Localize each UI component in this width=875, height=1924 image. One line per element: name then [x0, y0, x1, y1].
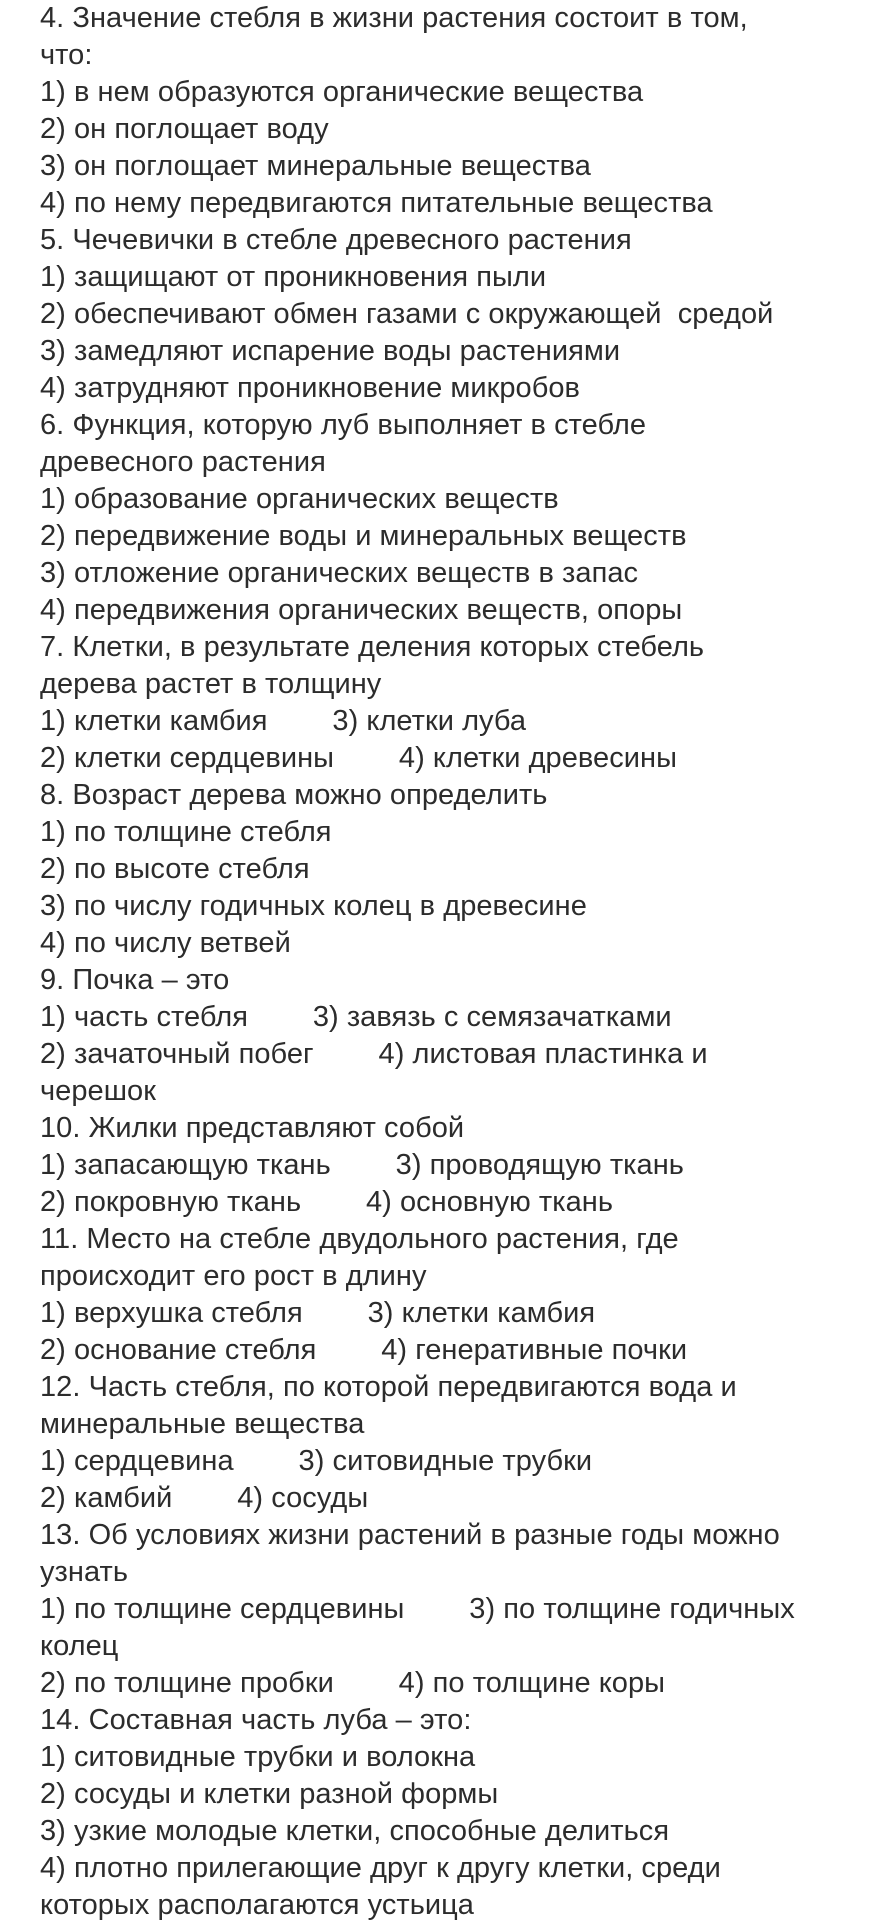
text-line: 4. Значение стебля в жизни растения состоит в том, — [40, 2, 748, 34]
text-line: 7. Клетки, в результате деления которых стебель — [40, 631, 705, 663]
text-line: 1) по толщине стебля — [40, 816, 332, 848]
text-line: 1) защищают от проникновения пыли — [40, 261, 547, 293]
text-line: 1) сердцевина 3) ситовидные трубки — [40, 1445, 593, 1477]
text-line: дерева растет в толщину — [40, 668, 382, 700]
text-line: 1) по толщине сердцевины 3) по толщине годичных — [40, 1593, 795, 1625]
text-line: 3) узкие молодые клетки, способные делиться — [40, 1815, 670, 1847]
text-line: 3) по числу годичных колец в древесине — [40, 890, 587, 922]
text-line: 2) обеспечивают обмен газами с окружающей средой — [40, 298, 774, 330]
text-line: 4) по числу ветвей — [40, 927, 291, 959]
text-line: 1) ситовидные трубки и волокна — [40, 1741, 476, 1773]
question-list — [40, 0, 875, 1924]
text-line: 2) по высоте стебля — [40, 853, 310, 885]
text-line: 2) по толщине пробки 4) по толщине коры — [40, 1667, 666, 1699]
text-line: 2) камбий 4) сосуды — [40, 1482, 369, 1514]
text-line: 1) клетки камбия 3) клетки луба — [40, 705, 527, 737]
text-line: 11. Место на стебле двудольного растения, где — [40, 1223, 679, 1255]
text-line: 1) запасающую ткань 3) проводящую ткань — [40, 1149, 684, 1181]
text-line: 2) клетки сердцевины 4) клетки древесины — [40, 742, 677, 774]
text-line: 3) замедляют испарение воды растениями — [40, 335, 621, 367]
text-line: которых располагаются устьица — [40, 1889, 474, 1921]
text-line: 2) покровную ткань 4) основную ткань — [40, 1186, 614, 1218]
text-line: древесного растения — [40, 446, 326, 478]
text-line: минеральные вещества — [40, 1408, 365, 1440]
text-line: 8. Возраст дерева можно определить — [40, 779, 548, 811]
text-line: 4) по нему передвигаются питательные вещества — [40, 187, 713, 219]
text-line: 1) верхушка стебля 3) клетки камбия — [40, 1297, 596, 1329]
text-line: 2) основание стебля 4) генеративные почки — [40, 1334, 688, 1366]
text-line: 6. Функция, которую луб выполняет в стебле — [40, 409, 647, 441]
text-line: черешок — [40, 1075, 156, 1107]
text-line: что: — [40, 39, 93, 71]
text-line: 2) зачаточный побег 4) листовая пластинка и — [40, 1038, 708, 1070]
text-line: 4) затрудняют проникновение микробов — [40, 372, 580, 404]
text-line: 2) передвижение воды и минеральных веществ — [40, 520, 687, 552]
text-line: 13. Об условиях жизни растений в разные годы можно — [40, 1519, 780, 1551]
text-line: 3) он поглощает минеральные вещества — [40, 150, 591, 182]
text-line: происходит его рост в длину — [40, 1260, 427, 1292]
text-line: 4) плотно прилегающие друг к другу клетки, среди — [40, 1852, 721, 1884]
text-line: 9. Почка – это — [40, 964, 230, 996]
text-line: 1) в нем образуются органические вещества — [40, 76, 644, 108]
text-line: 2) он поглощает воду — [40, 113, 329, 145]
text-line: 3) отложение органических веществ в запас — [40, 557, 639, 589]
text-line: 2) сосуды и клетки разной формы — [40, 1778, 499, 1810]
text-line: 14. Составная часть луба – это: — [40, 1704, 472, 1736]
text-line: 4) передвижения органических веществ, опоры — [40, 594, 683, 626]
text-line: 5. Чечевички в стебле древесного растения — [40, 224, 632, 256]
text-line: 1) часть стебля 3) завязь с семязачатками — [40, 1001, 672, 1033]
text-line: 10. Жилки представляют собой — [40, 1112, 465, 1144]
text-line: 1) образование органических веществ — [40, 483, 559, 515]
text-line: колец — [40, 1630, 119, 1662]
text-line: узнать — [40, 1556, 128, 1588]
text-line: 12. Часть стебля, по которой передвигаются вода и — [40, 1371, 737, 1403]
